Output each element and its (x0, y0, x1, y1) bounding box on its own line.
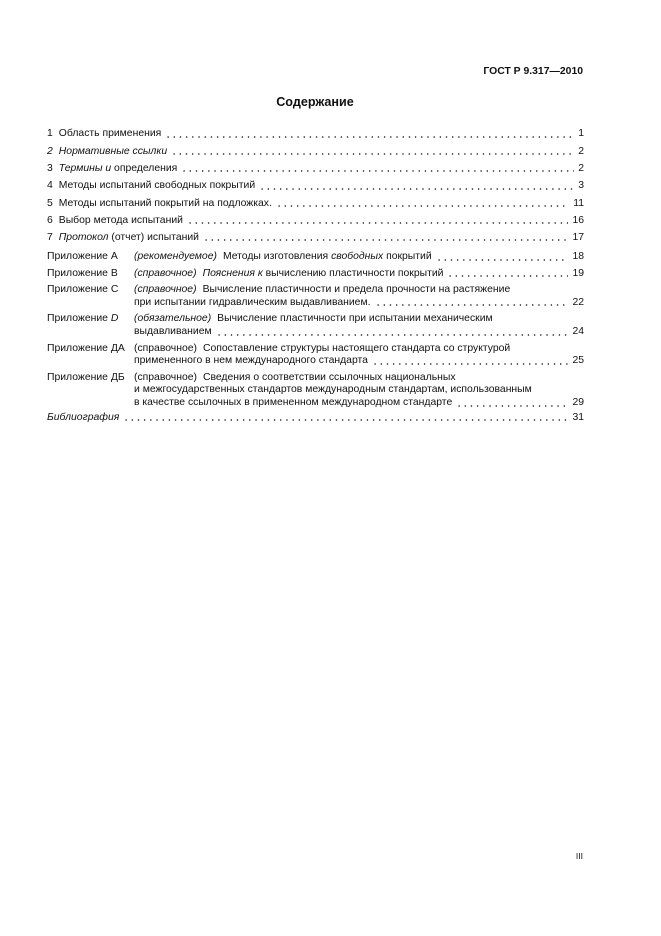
toc-page-number: 11 (573, 197, 584, 209)
toc-entry-5[interactable] (47, 195, 584, 212)
toc-page-number: 3 (578, 180, 584, 192)
appendix-status: (справочное) (134, 267, 197, 279)
appendix-status: (справочное) (134, 342, 197, 354)
toc-page-number: 31 (572, 411, 584, 423)
toc-page-number: 22 (572, 296, 584, 308)
toc-page-number: 2 (578, 162, 584, 174)
dot-leader (436, 259, 569, 261)
dot-leader (203, 239, 568, 241)
toc-entry-title: 5 Методы испытаний покрытий на подложках. (47, 197, 272, 209)
toc-entry-title: 7 Протокол (отчет) испытаний (47, 232, 199, 244)
toc-entry-title: 1 Область применения (47, 128, 162, 140)
toc-entry-bibliography[interactable] (47, 410, 584, 427)
page-folio: III (575, 851, 583, 861)
toc-page-number: 18 (572, 251, 584, 263)
toc-appendix-a[interactable]: Приложение А (рекомендуемое) Методы изготовления свободных покрытий 18 (47, 251, 584, 263)
dot-leader (276, 205, 569, 207)
page-title: Содержание (276, 95, 354, 109)
dot-leader (372, 363, 569, 365)
appendix-status: (обязательное) (134, 313, 212, 325)
toc-page-number: 25 (572, 355, 584, 367)
dot-leader (165, 136, 574, 138)
dot-leader (181, 170, 574, 172)
toc-page-number: 17 (572, 232, 584, 244)
toc-page-number: 16 (572, 214, 584, 226)
dot-leader (447, 275, 568, 277)
document-code: ГОСТ Р 9.317—2010 (483, 66, 583, 77)
toc-appendix-b[interactable]: Приложение В (справочное) Пояснения к вычислению пластичности покрытий 19 (47, 267, 584, 279)
toc-entry-6[interactable] (47, 212, 584, 229)
dot-leader (456, 405, 568, 407)
appendix-status: (справочное) (134, 371, 197, 383)
appendix-label: Приложение D (47, 313, 119, 325)
appendix-label: Приложение С (47, 284, 119, 296)
toc-appendix-db[interactable]: Приложение ДБ (справочное) Сведения о соответствии ссылочных национальных и межгосударственных стандартов международным стандартам, использованным в качестве ссылочных в примененном международном стандарте 29 (47, 371, 584, 409)
dot-leader (216, 334, 569, 336)
dot-leader (123, 419, 568, 421)
toc-entry-title: 2 Нормативные ссылки (47, 145, 168, 157)
dot-leader (259, 188, 574, 190)
appendix-label: Приложение ДА (47, 342, 125, 354)
toc-entry-title: 3 Термины и определения (47, 162, 178, 174)
toc-page-number: 24 (572, 326, 584, 338)
table-of-contents (47, 126, 584, 427)
toc-entry-7[interactable] (47, 230, 584, 247)
toc-page-number: 19 (572, 267, 584, 279)
toc-appendix-c[interactable]: Приложение С (справочное) Вычисление пластичности и предела прочности на растяжение при испытании гидравлическим выдавливанием. 22 (47, 284, 584, 308)
toc-page-number: 2 (578, 145, 584, 157)
appendix-label: Приложение А (47, 251, 118, 263)
toc-entry-title: Библиография (47, 411, 120, 423)
toc-appendix-da[interactable]: Приложение ДА (справочное) Сопоставление структуры настоящего стандарта со структурой примененного в нем международного стандарта 25 (47, 342, 584, 367)
toc-entry-4[interactable] (47, 178, 584, 195)
appendix-status: (рекомендуемое) (134, 251, 217, 263)
toc-entry-3[interactable] (47, 161, 584, 178)
dot-leader (375, 304, 569, 306)
toc-entry-title: 6 Выбор метода испытаний (47, 214, 183, 226)
appendix-label: Приложение ДБ (47, 371, 125, 383)
dot-leader (187, 222, 569, 224)
appendix-label: Приложение В (47, 267, 118, 279)
toc-appendix-d[interactable]: Приложение D (обязательное) Вычисление пластичности при испытании механическим выдавливанием 24 (47, 313, 584, 338)
toc-entry-title: 4 Методы испытаний свободных покрытий (47, 180, 256, 192)
toc-page-number: 1 (578, 128, 584, 140)
dot-leader (171, 153, 574, 155)
toc-page-number: 29 (572, 397, 584, 409)
appendix-status: (справочное) (134, 284, 197, 296)
toc-entry-1[interactable] (47, 126, 584, 143)
toc-entry-2[interactable] (47, 143, 584, 160)
